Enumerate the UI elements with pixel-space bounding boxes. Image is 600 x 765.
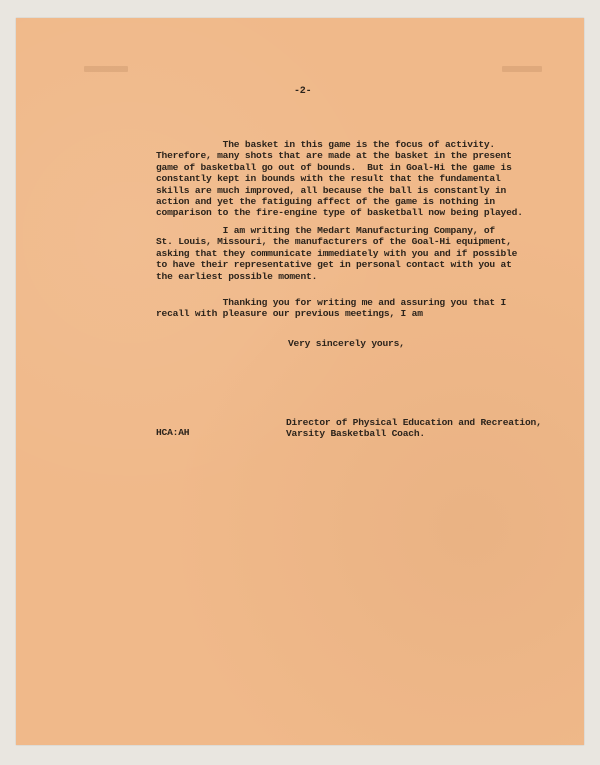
closing-salutation: Very sincerely yours,: [288, 338, 405, 349]
signature-block: Director of Physical Education and Recreation, Varsity Basketball Coach.: [286, 417, 542, 440]
paragraph-basket-focus: The basket in this game is the focus of activity. Therefore, many shots that are made at the basket in the present game of basketball go out of bounds. But in Goal-Hi the game is constantly kept in bounds with the result that the fundamental skills are much improved, all because the ball is constantly in action and yet the fatiguing affect of the game is nothing in comparison to the fire-engine type of basketball now being played.: [156, 139, 523, 219]
paragraph-thanks: Thanking you for writing me and assuring you that I recall with pleasure our previous meetings, I am: [156, 297, 507, 320]
letter-page: [16, 18, 584, 745]
bleed-through-mark: [502, 66, 542, 72]
bleed-through-mark: [84, 66, 128, 72]
paragraph-medart-company: I am writing the Medart Manufacturing Company, of St. Louis, Missouri, the manufacturers of the Goal-Hi equipment, asking that they communicate immediately with you and if possible to have their representative get in personal contact with you at the earliest possible moment.: [156, 225, 518, 282]
page-number: -2-: [294, 86, 312, 97]
typist-initials: HCA:AH: [156, 427, 190, 438]
